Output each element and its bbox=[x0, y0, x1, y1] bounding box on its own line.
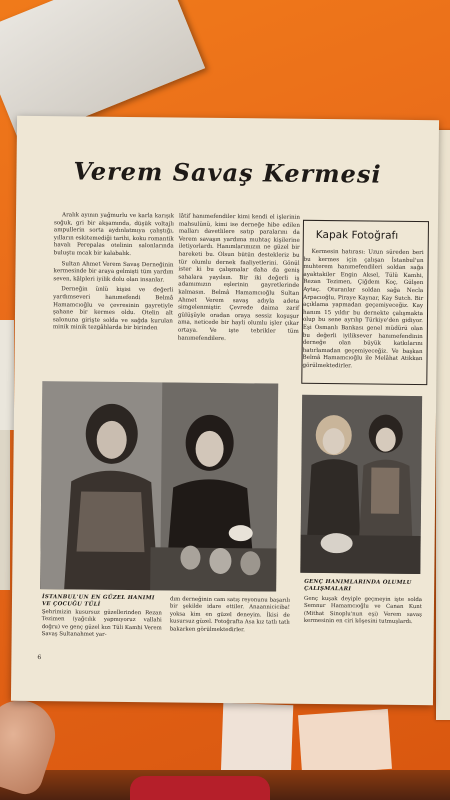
left-paper-strip-lower bbox=[0, 430, 10, 590]
article-column-1 bbox=[53, 212, 174, 336]
paragraph: lâtif hanımefendiler kimi kendi el işlerinin mahsulünü, kimi ise derneğe hibe edilen malları davetlilere satıp paralarını da Verem savaşın yardıma muhtaç kişilerine iletiyorlardı. Hanımlarımızın ne güzel bir hareketi bu. Olsun bütün destekleriz bu tür olumlu dernek faaliyetlerini. Gönül ister ki bu çalışmalar daha da geniş sahalara yayılsın. Bir iki değerli iş adamımızın eşlerinin gayretlerinde kalmasın. Belmâ Hamamcıoğlu Sultan Ahmet Verem savaş adıyla adeta simgelenmiştir. Çevrede daima zarif gülüşüyle oradan oraya sessiz koşuşur ama, neticede bir hayli olumlu işler çıkar ortaya. Ve işte tebrikler tüm hanımefendilere. bbox=[177, 213, 301, 342]
paragraph: Sultan Ahmet Verem Savaş Derneğinin kermesinde bir araya gelmişti tüm yardım seven, kâlpleri iyilik dolu olan insanlar. bbox=[53, 260, 174, 284]
paragraph: Kermesin hatırası: Uzun süreden beri bu kermes için çalışan İstanbul'un muhterem hanımefendileri soldan sağa ayaktakiler Engin Aksel, Tülü Kamhi, Rezan Tezimen, Çiğdem Koç, Gülşen Aytaç. Oturanlar soldan sağa Necla Arpacıoğlu, Piraye Kaynar, Kay Sutch. Bir açıklama yapmadan geçemiyeceğiz. Kay hanım 15 yıldır bu dernekte çalışmakta olup bu sene ayrılıp Türkiye'den gidiyor. Eşi Osmanlı Bankası genel müdürü olan bu değerli iyiliksever hanımefendinin derneğe olan büyük katkılarını hatırlamadan geçemiyeceğiz. Ve başkan Belmâ Hamamcıoğlu ile Melâhat Atikkan görülmektedirler. bbox=[302, 248, 424, 370]
photo-right bbox=[300, 395, 422, 574]
photo-right-figures bbox=[300, 395, 422, 574]
caption-left-title: İSTANBUL'UN EN GÜZEL HANIMI VE ÇOCUĞU TÜLİ bbox=[41, 594, 155, 608]
box-title: Kapak Fotoğrafı bbox=[315, 228, 399, 242]
caption-left: Şehrimizin kusursuz güzellerinden Rezan Tezimen (yağcılık yapmıyoruz vallahi doğru) ve genç güzel kızı Tüli Kamhi Verem Savaş Sultanahmet yar- bbox=[41, 609, 162, 638]
article-column-2 bbox=[178, 214, 300, 347]
page-number: 6 bbox=[37, 654, 42, 662]
tape-piece-2 bbox=[298, 709, 392, 775]
paragraph: Aralık ayının yağmurlu ve karla karışık soğuk, gri bir akşamında, düşük voltajlı ampullerin sorta aydınlatmıya çalıştığı, yılların eskitemediği tarihi, koku romantik havalı Perepalas otelinin salonlarında buluştu mcak bir kalabalık. bbox=[53, 212, 175, 257]
magazine-page bbox=[11, 116, 439, 705]
photo-left bbox=[40, 381, 278, 591]
tape-piece bbox=[221, 703, 294, 780]
caption-right-title: GENÇ HANIMLARINDA OLUMLU ÇALIŞMALARI bbox=[304, 578, 412, 593]
paragraph: Derneğin ünlü kişisi ve değerli yardımseveri hanımefendi Belmâ Hamamcıoğlu ve çevresinin gayretiyle şahane bir kermes oldu. Otelin alt salonuna girişte solda ve sağda kurulan minik minik tezgâhlarda bir birinden bbox=[52, 286, 174, 332]
caption-mid: dım derneğinin cam satış reyonunu başarılı bir şekilde idare ettiler. Anaanniciciba! yoksa kim en güzel deneyim. İkisi de kusursuz güzel. Fotoğrafta Asa kız tatlı tatlı bakarken görülmektedirler. bbox=[169, 596, 291, 633]
adjacent-page-edge bbox=[436, 130, 450, 720]
caption-right: Genç kuşak deyiple geçmeyin işte solda Semnur Hamamcıoğlu ve Canan Kunt (Mithat Sinoplu'nun eşi) Verem savaş kermesinin en ciri köşesini tutmuşlardı. bbox=[303, 595, 423, 626]
left-paper-strip bbox=[0, 320, 14, 430]
headline: Verem Savaş Kermesi bbox=[73, 156, 382, 189]
photo-left-figures bbox=[40, 381, 278, 591]
red-object bbox=[130, 776, 270, 800]
cover-photo-text bbox=[302, 249, 423, 375]
